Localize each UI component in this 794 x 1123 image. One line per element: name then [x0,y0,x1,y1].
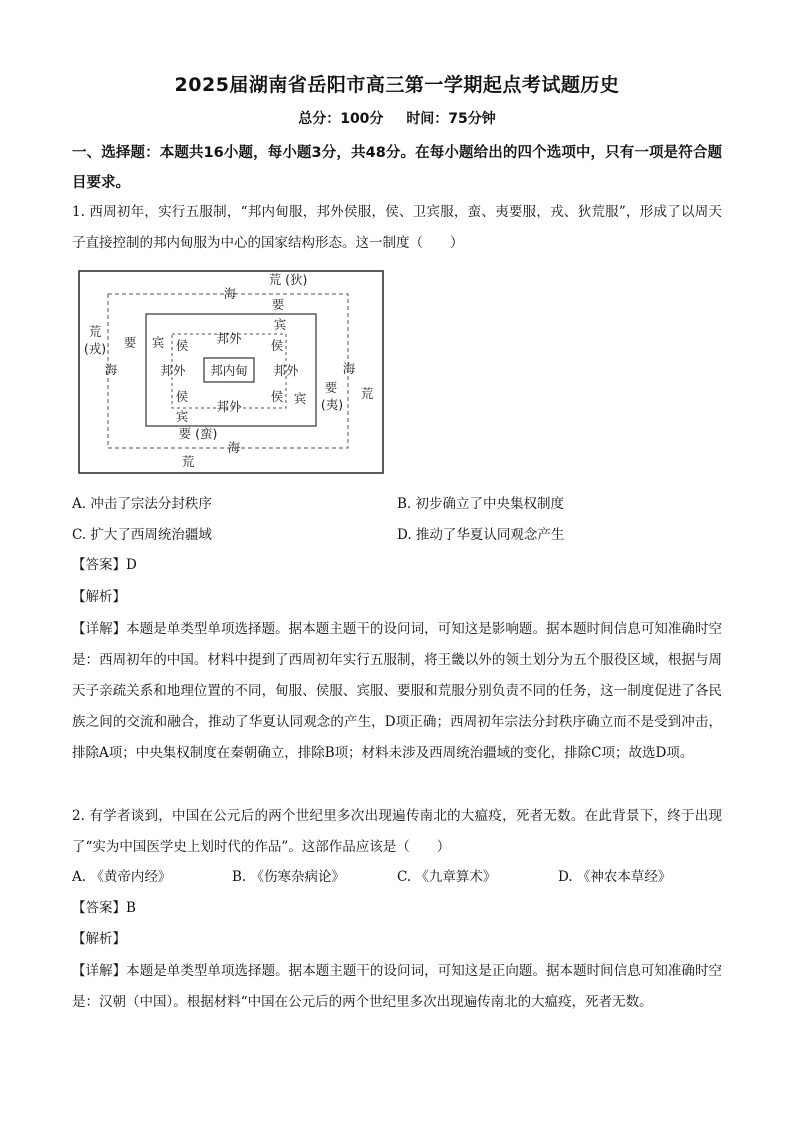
label-bin-left: 宾 [151,335,165,350]
answer-tag: 【答案】 [72,900,126,916]
label-bangwai-top: 邦外 [216,331,242,346]
label-hai-right: 海 [342,361,356,376]
q1-option-a: A. 冲击了宗法分封秩序 [72,496,212,512]
q1-five-fu-diagram [78,270,384,474]
label-huang-right: 荒 [360,386,374,401]
q1-stem: 1. 西周初年，实行五服制，“邦内甸服，邦外侯服，侯、卫宾服，蛮、夷要服，戎、狄荒服”，形成了以周天子直接控制的邦内甸服为中心的国家结构形态。这一制度（ ） [72,204,722,251]
q1-option-b: B. 初步确立了中央集权制度 [397,496,565,512]
q2-option-a: A. 《黄帝内经》 [72,869,172,885]
q2-answer [72,898,136,918]
label-huang-left: 荒 [88,324,102,339]
label-yao-man: 要 (蛮) [178,426,218,441]
label-yao-left: 要 [123,335,137,350]
label-hou-tr: 侯 [270,338,284,353]
label-bangwai-left: 邦外 [160,363,186,378]
label-rong: (戎) [83,341,107,356]
label-bangwai-right: 邦外 [273,363,299,378]
q2-option-b: B. 《伤寒杂病论》 [232,869,346,885]
answer-tag: 【答案】 [72,557,126,573]
q2-option-d: D. 《神农本草经》 [558,869,672,885]
q1-option-d: D. 推动了华夏认同观念产生 [397,527,565,543]
label-hou-bl: 侯 [175,389,189,404]
q1-detail: 【详解】本题是单类型单项选择题。据本题主题干的设问词，可知这是影响题。据本题时间信息可知准确时空是：西周初年的中国。材料中提到了西周初年实行五服制，将王畿以外的领土划分为五个服役区域，根据与周天子亲疏关系和地理位置的不同，甸服、侯服、宾服、要服和荒服分别负责不同的任务，这一制度促进了各民族之间的交流和融合，推动了华夏认同观念的产生，D项正确；西周初年宗法分封秩序确立而不是受到冲击，排除A项；中央集权制度在秦朝确立，排除B项；材料未涉及西周统治疆域的变化，排除C项；故选D项。 [72,621,722,761]
label-hai-top: 海 [223,286,237,301]
label-bangwai-bottom: 邦外 [216,399,242,414]
label-bin-right: 宾 [293,391,307,406]
answer-value: B [126,900,136,916]
q2-option-c: C. 《九章算术》 [397,869,497,885]
q1-option-c: C. 扩大了西周统治疆域 [72,527,212,543]
q1-analysis-tag: 【解析】 [72,589,126,605]
q2-analysis-tag: 【解析】 [72,931,126,947]
label-bin-tr: 宾 [273,317,287,332]
exam-meta [0,108,794,128]
label-hai-bottom: 海 [227,440,241,455]
label-hou-tl: 侯 [175,338,189,353]
label-yao-top: 要 [271,297,285,312]
label-yi: (夷) [320,397,344,412]
answer-value: D [126,557,137,573]
label-hai-left: 海 [104,362,118,377]
page-title: 2025届湖南省岳阳市高三第一学期起点考试题历史 [174,74,620,96]
section-heading: 一、选择题：本题共16小题，每小题3分，共48分。在每小题给出的四个选项中，只有一项是符合题目要求。 [72,145,722,191]
label-yao-right: 要 [324,380,338,395]
label-bangnei-dian: 邦内甸 [210,363,248,378]
q2-stem: 2. 有学者谈到，中国在公元后的两个世纪里多次出现遍传南北的大瘟疫，死者无数。在此背景下，终于出现了“实为中国医学史上划时代的作品”。这部作品应该是（ ） [72,808,722,855]
q1-answer [72,555,137,575]
total-score: 总分：100分 [298,111,384,127]
q2-detail: 【详解】本题是单类型单项选择题。据本题主题干的设问词，可知这是正向题。据本题时间信息可知准确时空是：汉朝（中国）。根据材料“中国在公元后的两个世纪里多次出现遍传南北的大瘟疫，死者无数。 [72,963,722,1010]
label-huang-di: 荒 (狄) [268,272,308,287]
label-hou-br: 侯 [270,389,284,404]
exam-time: 时间：75分钟 [406,111,496,127]
label-bin-bottom: 宾 [175,409,189,424]
label-huang-bottom: 荒 [181,454,195,469]
